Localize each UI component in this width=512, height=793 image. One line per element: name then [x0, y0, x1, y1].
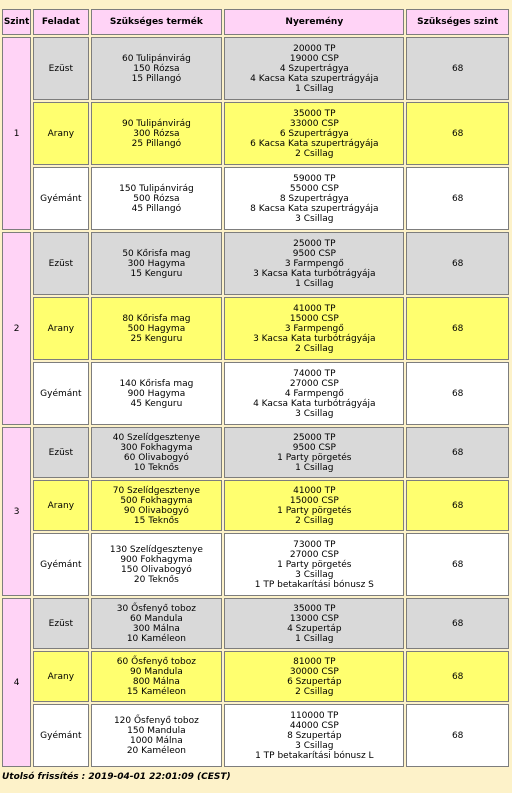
product-line: 15 Kenguru	[130, 268, 183, 279]
reward-line: 1 Party pörgetés	[277, 505, 352, 516]
rewards-cell	[224, 362, 404, 425]
product-line: 10 Teknős	[133, 462, 179, 473]
reward-line: 2 Csillag	[295, 515, 334, 526]
header-required-level: Szükséges szint	[406, 9, 509, 35]
table-body	[2, 37, 509, 767]
required-level-cell: 68	[406, 362, 509, 425]
reward-line: 59000 TP	[293, 173, 336, 184]
reward-line: 2 Csillag	[295, 343, 334, 354]
reward-line: 19000 CSP	[289, 53, 339, 64]
reward-line: 3 Farmpengő	[284, 323, 344, 334]
reward-line: 30000 CSP	[289, 666, 339, 677]
task-cell: Arany	[33, 651, 88, 702]
reward-line: 4 Kacsa Kata szupertrágyája	[250, 73, 379, 84]
reward-line: 9500 CSP	[292, 248, 336, 259]
reward-line: 6 Kacsa Kata szupertrágyája	[250, 138, 379, 149]
product-line: 60 Mandula	[130, 613, 183, 624]
products-cell	[91, 167, 223, 230]
required-level-cell: 68	[406, 480, 509, 531]
rewards-cell	[224, 480, 404, 531]
level-cell: 2	[2, 232, 31, 425]
product-line: 10 Kaméleon	[126, 633, 186, 644]
task-cell: Gyémánt	[33, 704, 88, 767]
product-line: 90 Olivabogyó	[123, 505, 189, 516]
task-cell: Ezüst	[33, 232, 88, 295]
product-line: 15 Teknős	[133, 515, 179, 526]
product-line: 45 Pillangó	[131, 203, 182, 214]
rewards-cell	[224, 704, 404, 767]
rewards-cell	[224, 533, 404, 596]
task-cell: Ezüst	[33, 427, 88, 478]
reward-line: 15000 CSP	[289, 313, 339, 324]
product-line: 25 Pillangó	[131, 138, 182, 149]
products-cell	[91, 362, 223, 425]
reward-line: 3 Csillag	[295, 569, 334, 580]
product-line: 150 Mandula	[127, 725, 186, 736]
table-row	[2, 651, 509, 702]
reward-line: 27000 CSP	[289, 378, 339, 389]
products-cell	[91, 704, 223, 767]
product-line: 45 Kenguru	[130, 398, 183, 409]
product-line: 50 Kőrisfa mag	[122, 248, 191, 259]
product-line: 500 Hagyma	[127, 323, 186, 334]
header-level: Szint	[2, 9, 31, 35]
table-row	[2, 362, 509, 425]
product-line: 60 Tulipánvirág	[121, 53, 191, 64]
product-line: 300 Fokhagyma	[120, 442, 193, 453]
task-cell: Arany	[33, 102, 88, 165]
reward-line: 3 Kacsa Kata turbótrágyája	[253, 268, 376, 279]
required-level-cell: 68	[406, 167, 509, 230]
table-row	[2, 232, 509, 295]
required-level-cell: 68	[406, 102, 509, 165]
product-line: 20 Teknős	[133, 574, 179, 585]
rewards-cell	[224, 427, 404, 478]
header-rewards: Nyeremény	[224, 9, 404, 35]
reward-line: 8 Szupertáp	[287, 730, 342, 741]
rewards-cell	[224, 102, 404, 165]
product-line: 15 Pillangó	[131, 73, 182, 84]
product-line: 60 Olivabogyó	[123, 452, 189, 463]
task-cell: Arany	[33, 480, 88, 531]
reward-line: 27000 CSP	[289, 549, 339, 560]
table-row	[2, 533, 509, 596]
rewards-cell	[224, 37, 404, 100]
reward-line: 3 Csillag	[295, 213, 334, 224]
reward-line: 110000 TP	[290, 710, 339, 721]
product-line: 15 Kaméleon	[126, 686, 186, 697]
reward-line: 13000 CSP	[289, 613, 339, 624]
reward-line: 3 Csillag	[295, 740, 334, 751]
reward-line: 74000 TP	[293, 368, 336, 379]
reward-line: 1 Csillag	[295, 83, 334, 94]
product-line: 40 Szelídgesztenye	[112, 432, 201, 443]
products-cell	[91, 598, 223, 649]
reward-line: 1 Party pörgetés	[277, 559, 352, 570]
task-cell: Gyémánt	[33, 167, 88, 230]
header-row	[2, 9, 509, 35]
product-line: 60 Ősfenyő toboz	[116, 656, 196, 667]
products-cell	[91, 297, 223, 360]
table-row	[2, 427, 509, 478]
reward-line: 2 Csillag	[295, 148, 334, 159]
product-line: 150 Olivabogyó	[121, 564, 192, 575]
reward-line: 1 Csillag	[295, 633, 334, 644]
product-line: 20 Kaméleon	[126, 745, 186, 756]
reward-line: 2 Csillag	[295, 686, 334, 697]
reward-line: 4 Farmpengő	[284, 388, 344, 399]
task-cell: Arany	[33, 297, 88, 360]
reward-line: 35000 TP	[293, 603, 336, 614]
required-level-cell: 68	[406, 598, 509, 649]
reward-line: 20000 TP	[293, 43, 336, 54]
task-cell: Gyémánt	[33, 533, 88, 596]
product-line: 500 Fokhagyma	[120, 495, 193, 506]
product-line: 70 Szelídgesztenye	[112, 485, 201, 496]
product-line: 120 Ősfenyő toboz	[113, 715, 199, 726]
header-task: Feladat	[33, 9, 88, 35]
product-line: 150 Rózsa	[133, 63, 180, 74]
products-cell	[91, 102, 223, 165]
products-cell	[91, 37, 223, 100]
task-table	[0, 7, 511, 769]
last-updated: Utolsó frissítés : 2019-04-01 22:01:09 (CEST)	[2, 772, 231, 782]
reward-line: 73000 TP	[293, 539, 336, 550]
required-level-cell: 68	[406, 533, 509, 596]
reward-line: 8 Kacsa Kata szupertrágyája	[250, 203, 379, 214]
table-row	[2, 167, 509, 230]
rewards-cell	[224, 297, 404, 360]
reward-line: 25000 TP	[293, 238, 336, 249]
reward-line: 4 Kacsa Kata turbótrágyája	[253, 398, 376, 409]
product-line: 30 Ősfenyő toboz	[116, 603, 196, 614]
level-cell: 1	[2, 37, 31, 230]
reward-line: 44000 CSP	[289, 720, 339, 731]
reward-line: 8 Szupertrágya	[279, 193, 349, 204]
task-cell: Ezüst	[33, 37, 88, 100]
product-line: 140 Kőrisfa mag	[119, 378, 194, 389]
reward-line: 4 Szupertrágya	[279, 63, 349, 74]
reward-line: 9500 CSP	[292, 442, 336, 453]
reward-line: 41000 TP	[293, 303, 336, 314]
required-level-cell: 68	[406, 37, 509, 100]
header-products: Szükséges termék	[91, 9, 223, 35]
reward-line: 1 Csillag	[295, 278, 334, 289]
table-row	[2, 704, 509, 767]
table-row	[2, 297, 509, 360]
reward-line: 35000 TP	[293, 108, 336, 119]
rewards-cell	[224, 167, 404, 230]
products-cell	[91, 533, 223, 596]
reward-line: 15000 CSP	[289, 495, 339, 506]
reward-line: 4 Szupertáp	[287, 623, 342, 634]
table-row	[2, 37, 509, 100]
product-line: 150 Tulipánvirág	[119, 183, 194, 194]
product-line: 80 Kőrisfa mag	[122, 313, 191, 324]
required-level-cell: 68	[406, 232, 509, 295]
product-line: 90 Mandula	[130, 666, 183, 677]
product-line: 1000 Málna	[130, 735, 183, 746]
reward-line: 3 Kacsa Kata turbótrágyája	[253, 333, 376, 344]
required-level-cell: 68	[406, 297, 509, 360]
reward-line: 81000 TP	[293, 656, 336, 667]
reward-line: 1 Party pörgetés	[277, 452, 352, 463]
level-cell: 3	[2, 427, 31, 596]
product-line: 900 Fokhagyma	[120, 554, 193, 565]
product-line: 90 Tulipánvirág	[121, 118, 191, 129]
rewards-cell	[224, 598, 404, 649]
products-cell	[91, 427, 223, 478]
task-cell: Ezüst	[33, 598, 88, 649]
reward-line: 25000 TP	[293, 432, 336, 443]
reward-line: 3 Csillag	[295, 408, 334, 419]
product-line: 300 Málna	[132, 623, 180, 634]
reward-line: 41000 TP	[293, 485, 336, 496]
product-line: 800 Málna	[132, 676, 180, 687]
product-line: 25 Kenguru	[130, 333, 183, 344]
reward-line: 1 Csillag	[295, 462, 334, 473]
product-line: 300 Hagyma	[127, 258, 186, 269]
products-cell	[91, 232, 223, 295]
reward-line: 1 TP betakarítási bónusz L	[255, 750, 374, 761]
products-cell	[91, 651, 223, 702]
task-cell: Gyémánt	[33, 362, 88, 425]
reward-line: 6 Szupertrágya	[279, 128, 349, 139]
rewards-cell	[224, 232, 404, 295]
reward-line: 3 Farmpengő	[284, 258, 344, 269]
reward-line: 1 TP betakarítási bónusz S	[254, 579, 374, 590]
rewards-cell	[224, 651, 404, 702]
required-level-cell: 68	[406, 651, 509, 702]
product-line: 130 Szelídgesztenye	[109, 544, 203, 555]
reward-line: 33000 CSP	[289, 118, 339, 129]
reward-line: 55000 CSP	[289, 183, 339, 194]
required-level-cell: 68	[406, 704, 509, 767]
table-row	[2, 102, 509, 165]
table-row	[2, 598, 509, 649]
products-cell	[91, 480, 223, 531]
product-line: 300 Rózsa	[133, 128, 180, 139]
required-level-cell: 68	[406, 427, 509, 478]
level-cell: 4	[2, 598, 31, 767]
product-line: 900 Hagyma	[127, 388, 186, 399]
reward-line: 6 Szupertáp	[287, 676, 342, 687]
product-line: 500 Rózsa	[133, 193, 180, 204]
table-row	[2, 480, 509, 531]
